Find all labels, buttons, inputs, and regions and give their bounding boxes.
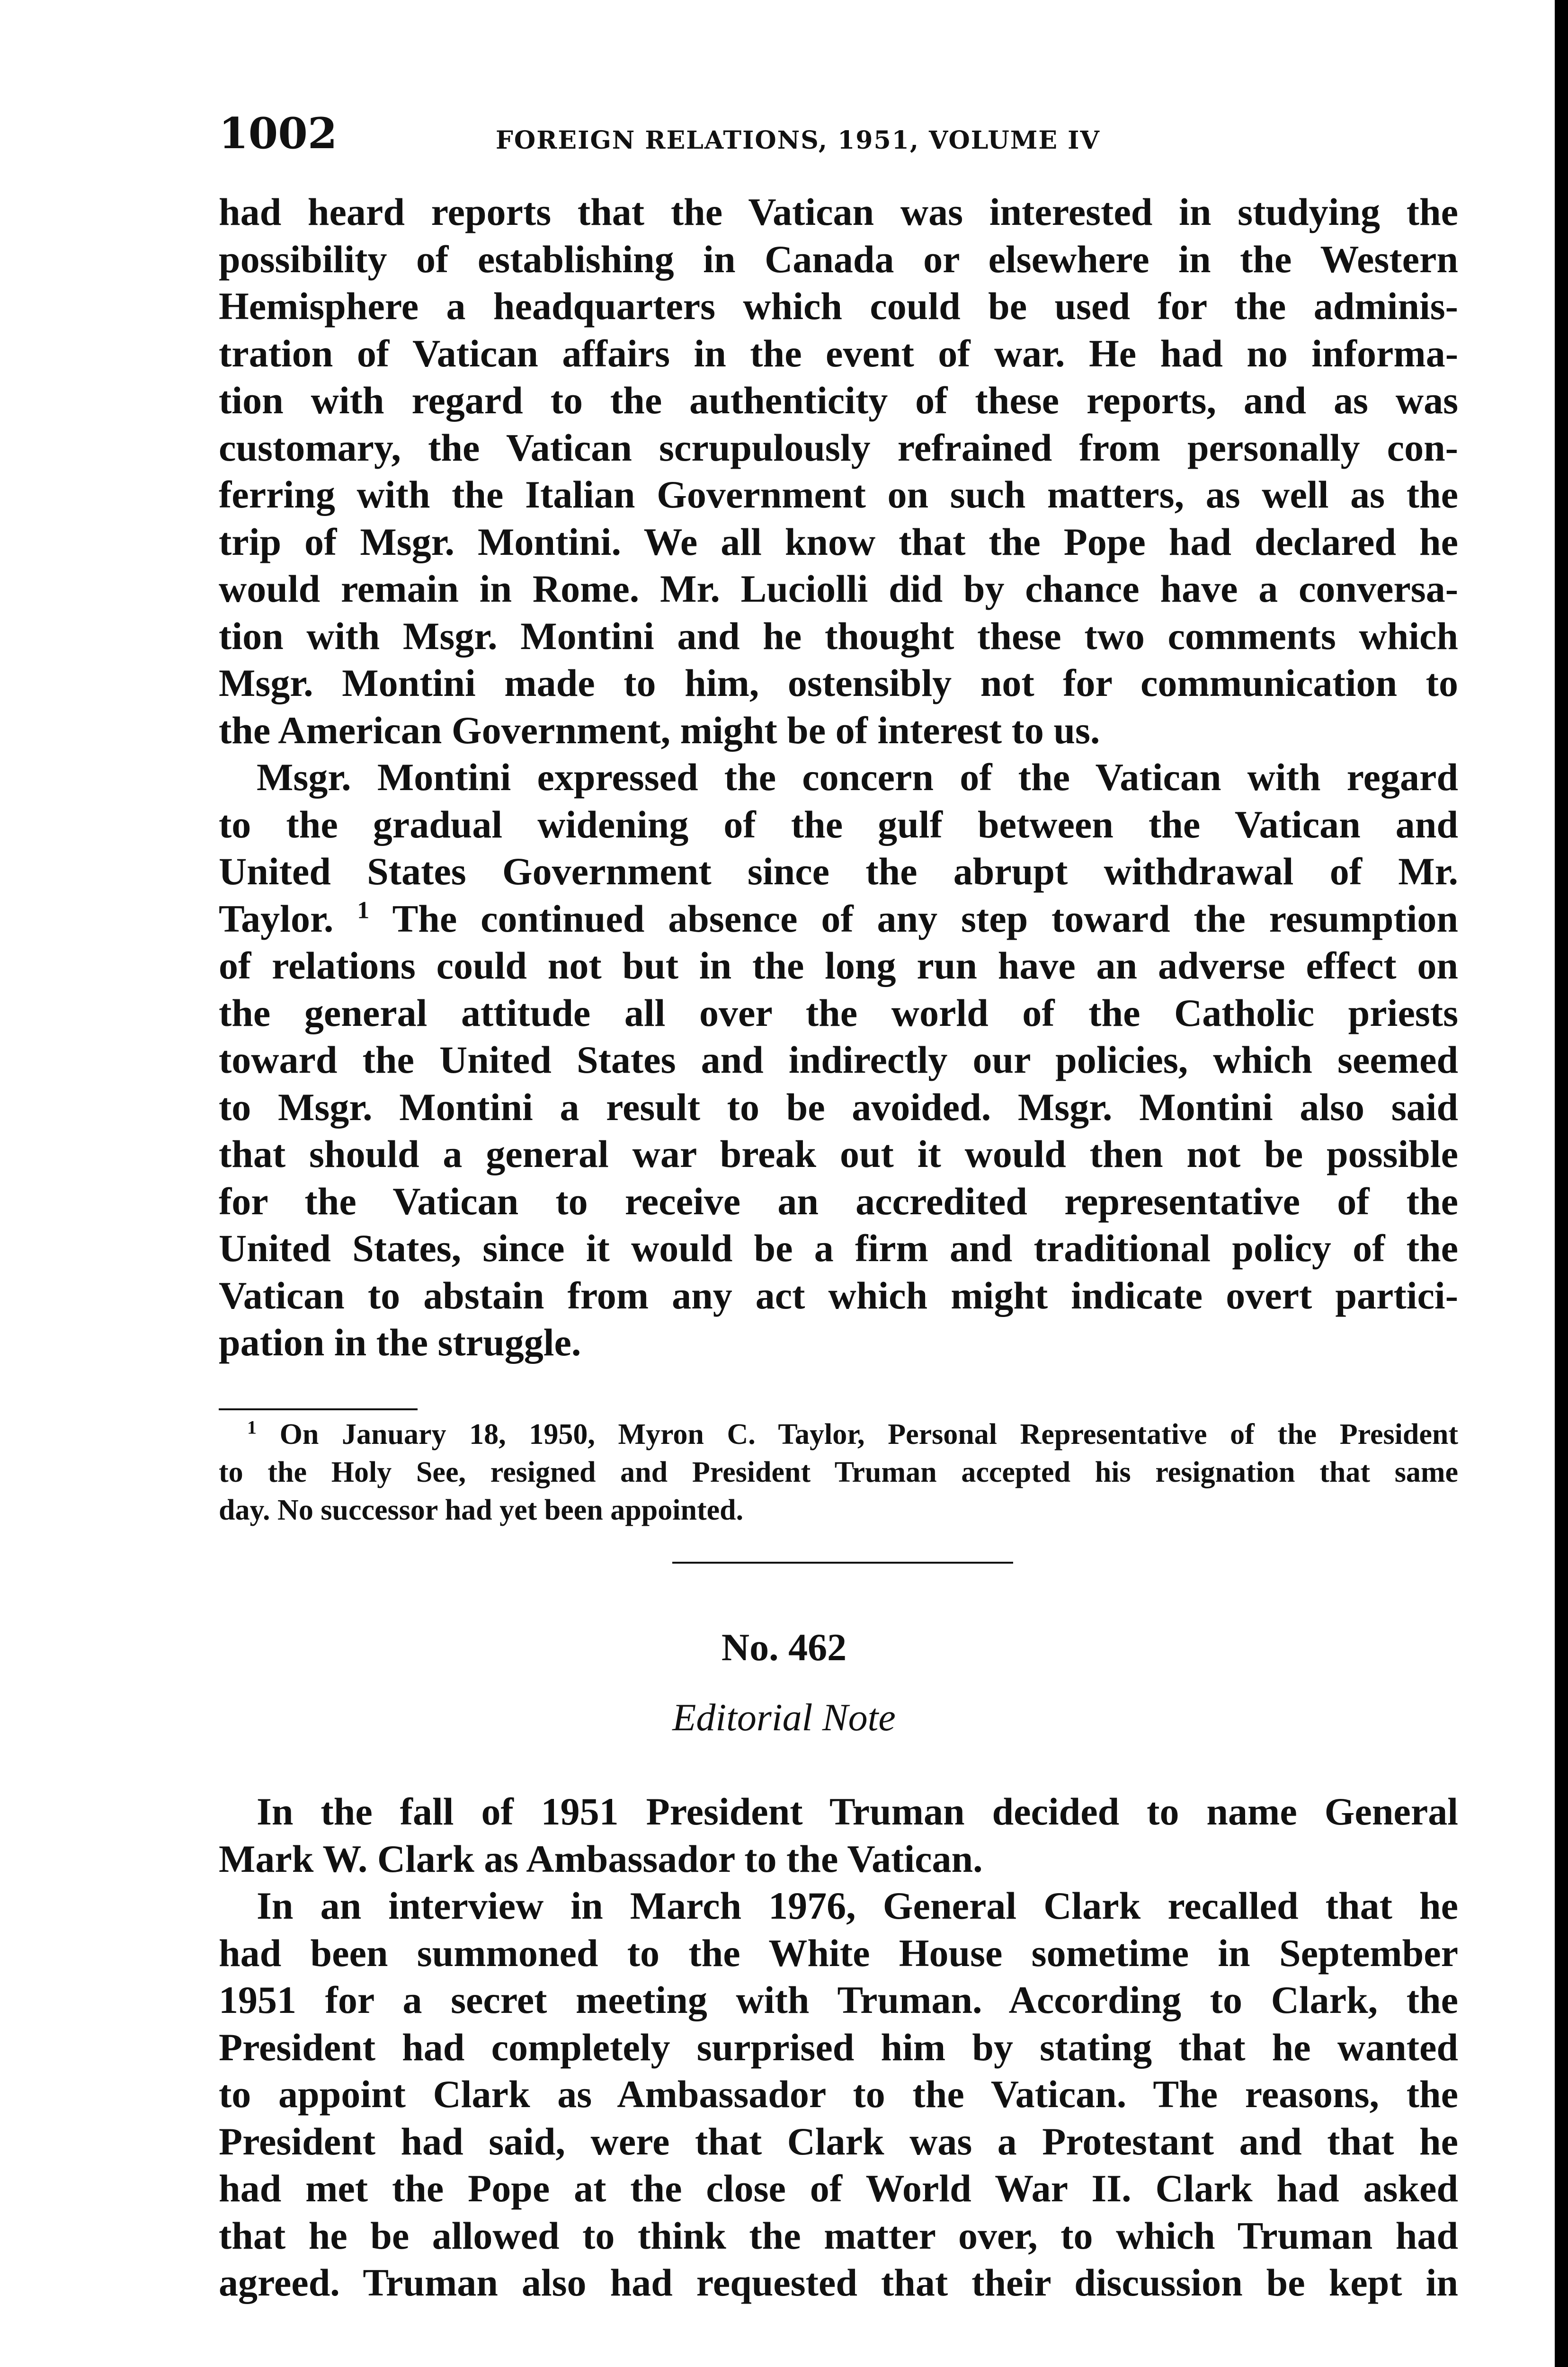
text-line: President had said, were that Clark was a Protestant and that he bbox=[219, 2119, 1458, 2163]
footnote-line bbox=[219, 1415, 1458, 1453]
text-line: Msgr. Montini made to him, ostensibly not for communication to bbox=[219, 661, 1458, 704]
page-header bbox=[219, 110, 1465, 167]
text-line: for the Vatican to receive an accredited representative of the bbox=[219, 1179, 1458, 1223]
text-line: In an interview in March 1976, General Clark recalled that he bbox=[257, 1884, 1458, 1927]
text-line: that he be allowed to think the matter over, to which Truman had bbox=[219, 2214, 1458, 2257]
text-line: the American Government, might be of interest to us. bbox=[219, 708, 1100, 752]
text-line: the general attitude all over the world of the Catholic priests bbox=[219, 991, 1458, 1034]
text-line: Msgr. Montini expressed the concern of the Vatican with regard bbox=[257, 756, 1458, 799]
text-line: tration of Vatican affairs in the event of war. He had no informa- bbox=[219, 331, 1458, 375]
paragraph-truman-decision bbox=[219, 1788, 1458, 1882]
text-line: had been summoned to the White House sometime in September bbox=[219, 1931, 1458, 1975]
text-line: agreed. Truman also had requested that their discussion be kept in bbox=[219, 2261, 1458, 2304]
paragraph-clark-interview bbox=[219, 1882, 1458, 2306]
text-line: to Msgr. Montini a result to be avoided. Msgr. Montini also said bbox=[219, 1085, 1458, 1129]
text-line-with-footnote bbox=[219, 895, 1458, 943]
text-fragment: The continued absence of any step toward the resumption bbox=[392, 897, 1459, 940]
document-subtitle: Editorial Note bbox=[672, 1696, 896, 1739]
footnote-marker: 1 bbox=[247, 1416, 257, 1438]
footnote bbox=[219, 1415, 1458, 1529]
document-number: No. 462 bbox=[721, 1626, 847, 1669]
text-line: to appoint Clark as Ambassador to the Vatican. The reasons, the bbox=[219, 2073, 1458, 2116]
main-text bbox=[219, 188, 1458, 1366]
text-line: pation in the struggle. bbox=[219, 1321, 581, 1364]
footnote-line: to the Holy See, resigned and President Truman accepted his resignation that same bbox=[219, 1456, 1458, 1488]
text-line: possibility of establishing in Canada or elsewhere in the Western bbox=[219, 237, 1458, 281]
paragraph-montini-concern bbox=[219, 754, 1458, 1366]
text-line: to the gradual widening of the gulf between the Vatican and bbox=[219, 802, 1458, 846]
footnote-text: On January 18, 1950, Myron C. Taylor, Personal Representative of the President bbox=[279, 1418, 1458, 1450]
footnote-divider bbox=[219, 1408, 418, 1410]
text-line: had heard reports that the Vatican was interested in studying the bbox=[219, 190, 1458, 233]
text-line: President had completely surprised him by stating that he wanted bbox=[219, 2025, 1458, 2069]
text-line: of relations could not but in the long run have an adverse effect on bbox=[219, 944, 1458, 987]
text-fragment: Taylor. bbox=[219, 897, 334, 940]
text-line: toward the United States and indirectly our policies, which seemed bbox=[219, 1038, 1458, 1081]
text-line: tion with regard to the authenticity of these reports, and as was bbox=[219, 379, 1458, 422]
editorial-text bbox=[219, 1788, 1458, 2306]
text-line: United States Government since the abrupt withdrawal of Mr. bbox=[219, 850, 1458, 893]
paragraph-continued bbox=[219, 188, 1458, 754]
section-divider bbox=[672, 1562, 1013, 1564]
text-line: trip of Msgr. Montini. We all know that the Pope had declared he bbox=[219, 520, 1458, 563]
text-line: Vatican to abstain from any act which might indicate overt partici- bbox=[219, 1273, 1458, 1317]
page-number: 1002 bbox=[219, 108, 338, 159]
footnote-line: day. No successor had yet been appointed. bbox=[219, 1494, 744, 1526]
scan-edge-border bbox=[1555, 0, 1568, 2367]
text-line: In the fall of 1951 President Truman decided to name General bbox=[257, 1790, 1458, 1833]
text-line: Hemisphere a headquarters which could be used for the adminis- bbox=[219, 285, 1458, 328]
text-line: customary, the Vatican scrupulously refrained from personally con- bbox=[219, 426, 1458, 469]
text-line: tion with Msgr. Montini and he thought these two comments which bbox=[219, 614, 1458, 658]
footnote-reference[interactable]: 1 bbox=[357, 897, 370, 924]
text-line: ferring with the Italian Government on such matters, as well as the bbox=[219, 473, 1458, 516]
text-line: United States, since it would be a firm and traditional policy of the bbox=[219, 1227, 1458, 1270]
text-line: that should a general war break out it would then not be possible bbox=[219, 1132, 1458, 1175]
text-line: had met the Pope at the close of World War II. Clark had asked bbox=[219, 2167, 1458, 2210]
text-line: Mark W. Clark as Ambassador to the Vatican. bbox=[219, 1837, 983, 1880]
text-line: would remain in Rome. Mr. Luciolli did by chance have a conversa- bbox=[219, 567, 1458, 610]
text-line: 1951 for a secret meeting with Truman. According to Clark, the bbox=[219, 1978, 1458, 2021]
running-title: FOREIGN RELATIONS, 1951, VOLUME IV bbox=[496, 126, 1100, 155]
